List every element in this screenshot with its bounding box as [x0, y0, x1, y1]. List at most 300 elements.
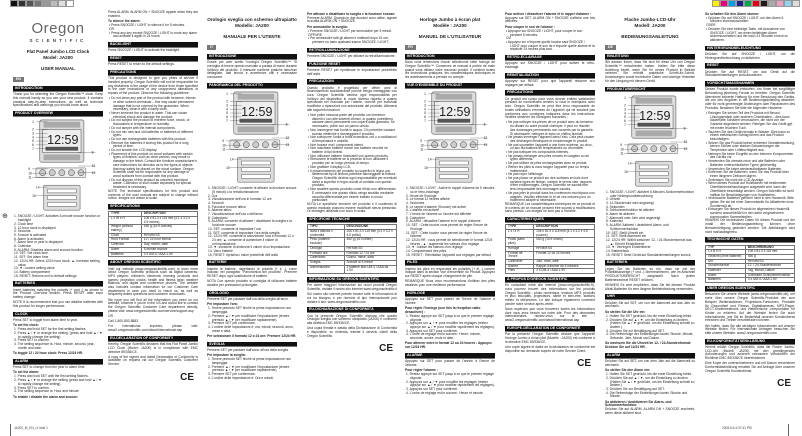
paragraph: For international inquiries, please visit: www2.oregonscientific.com/about/international.asp [108, 324, 198, 333]
callout-number: 5 [226, 111, 228, 116]
list-item: 13. ▼ : baisse les valeurs d'un réglage [406, 245, 463, 250]
manual-column [405, 11, 495, 395]
registration-mark-icon: ⊕ [2, 213, 8, 220]
callout-number: 1 [32, 120, 34, 125]
table-cell: Calendario [308, 256, 345, 261]
list-item: • Do not mix new and old batteries or batteries of different types. [109, 129, 193, 138]
section-heading: BATTERIE [207, 260, 297, 266]
section-heading: VORSICHTSMASSNAHMEN [705, 81, 795, 87]
list-item: 1. Press and hold SET until the first setting flashes. [14, 374, 89, 379]
section-heading: INTRODUCTION [405, 54, 495, 60]
list-item: 9. ALARM: Disables alarm and snooze function [14, 247, 83, 252]
list-item: • Il posizionamento del prodotto su superfici in legno con determinati tipi di finitura potrebbe danneggiare la finitura. Oregon Scientific declina ogni responsabilità per eventuali danni a superfici in legno dovuti al contatto con questo prodotto. [308, 168, 397, 188]
callout-number: 10 [28, 171, 32, 176]
paragraph: Drücken Sie auf RESET, um das Gerät auf die Standardeinstellungen zurückzusetzen. [705, 69, 795, 78]
paragraph: Grazie per aver scelto l'orologio Oregon Scientific™. Si consiglia di tenere questo manuale a portata di mano durante l'utilizzo del prodotto. Il manuale contiene pratiche istruzioni dettagliate, dati tecnici e avvertenze utili e necessarie conoscere. [207, 60, 297, 80]
paragraph: Drücken Sie auf ALARM. ALARM ON + SNOOZE erscheint, wenn diese aktiviert sind. [605, 407, 695, 416]
button-icon [451, 142, 457, 148]
table-cell: Formato 12 / 24 ore [344, 251, 396, 256]
paragraph: HINWEIS Die technischen Daten für dieses Produkt und der Inhalt der Bedienungsanleitung können ohne Benachrichtigung geändert werden. Die Abbildungen sind nicht maßstabsgetreu. [705, 218, 795, 234]
callout-number: 2 [424, 99, 426, 104]
lcd-calendar-row [438, 119, 471, 123]
callout-number: 4 [424, 107, 426, 112]
button-icon [660, 145, 666, 151]
callout-number: 12 [285, 136, 290, 141]
section-heading: BATTERIEN [605, 260, 695, 266]
section-heading: ABOUT OREGON SCIENTIFIC [108, 260, 198, 266]
instruction-list [13, 375, 103, 394]
list-item: 11. SET: consente di impostare l'ora della sveglia [208, 230, 280, 235]
color-swatch [752, 0, 760, 7]
section-heading: TECHNISCHE DATEN [705, 237, 795, 243]
callout-number: 6 [226, 115, 228, 120]
callout-number: 13 [483, 142, 488, 147]
column-header: TYPE [109, 212, 142, 217]
callout-number: 4 [226, 107, 228, 112]
paragraph: NOTA Le specifiche tecniche del prodotto e il contenuto di questo manuale possono essere modificati senza preavviso. Le immagini utilizzate non sono in scala. [307, 201, 397, 214]
table-cell: Alarm [706, 273, 746, 278]
button-icon [632, 145, 638, 151]
callout-number: 10 [620, 147, 624, 152]
clock-top-bar [44, 122, 80, 128]
section-heading: À PROPOS D'OREGON SCIENTIFIC [505, 277, 595, 283]
list-item: 10. SET: Stellt Uhrzeit ein [606, 230, 644, 235]
callout-number: 2 [624, 103, 626, 108]
list-item: • Do not subject the product to extreme force, shock, or fluctuations in temperature or humidity. [109, 118, 190, 127]
table-cell: Giorno, mese, data [344, 256, 396, 261]
manual-title: MANUALE PER L'UTENTE [223, 34, 281, 40]
instruction-list [705, 17, 795, 43]
list-item: 8. Calendar [14, 244, 32, 249]
table-row [506, 269, 595, 274]
paragraph: Per avere maggiori informazioni sui nuovi prodotti Oregon Scientific, visitate il nostro sito internet www.oregonscientific.it [307, 283, 397, 292]
callout-number: 1 [624, 95, 626, 100]
subheading: Per impostare l'ora: [207, 302, 238, 307]
instruction-list [605, 191, 695, 258]
paragraph: Dieses Produkt wurde entworfen, um Ihnen bei sorgfältiger Behandlung jahrelang Freude zu bereiten. Oregon Scientific übernimmt keinerlei Haftung für eine Benutzung des Geräts, die von den Angaben in der Bedienungsanleitung abweicht, oder für nicht genehmigte Änderungen oder Reparaturen des Produkts. Beachten Sie bitte die folgenden Hinweise: [705, 87, 795, 110]
list-item: 7. L'heure de l'alarme ou l'année est affichée [406, 212, 472, 217]
column-header: BESCHREIBUNG [745, 245, 794, 250]
table-cell: 450 g (15.9 libbre) [344, 238, 396, 246]
list-item: 4. L'ordine delle impostazioni è: ora, minuti, secondi, anno, mese e data. [208, 324, 294, 333]
battery-icon [241, 168, 270, 172]
list-item: 8. Kalender [606, 219, 623, 224]
list-item: • Ne pas placer ce produit sur des surfaces en bois dont certains types de finition, comme le vernis clair, risquent d'être endommagés. Oregon Scientific ne saurait être tenu responsable des dommages causés. [506, 176, 592, 192]
paragraph: This product is designed to give you years of service if handled properly. Oregon Scientific will not be responsible for any deviations in the usage of the device from those specified in the user instructions or any unapproved alterations or repairs of the product. Observe the following guidelines: [108, 76, 198, 96]
callout-number: 15 [226, 166, 230, 171]
list-item: 5. Snooze is activated [14, 232, 47, 237]
print-grayscale-bar [10, 0, 74, 7]
list-item: • Ne pas utiliser de piles rechargeables avec ce produit. [506, 161, 588, 166]
model-number: Modello: JA200 [235, 22, 269, 28]
list-item: 1. Tenere premuto SET finché la prima impostazione non lampeggia. [208, 306, 292, 315]
button-icon [262, 142, 268, 148]
table-cell: HH:MM:SS [534, 246, 595, 251]
section-heading: ALARM [605, 353, 695, 359]
table-row [109, 252, 198, 257]
instruction-list [505, 30, 595, 52]
list-item: OR [109, 26, 114, 31]
list-item: • Do not tamper with the internal components. [109, 125, 176, 130]
model-number: Modell: JA200 [634, 22, 666, 28]
list-item: 2. Drücken Sie auf ▲ / ▼, um die Einstellung zu ändern. (Halten Sie ▲ / ▼ gedrückt, um die Einstellung schnell zu ändern.) [606, 317, 695, 329]
subheading: So stellen Sie die Uhr ein: [605, 309, 646, 314]
paragraph: Wir hoffen, dass Sie alle wichtigen Informationen auf unserer Website finden. Für internationale Anfragen besuchen Sie bitte unsere Website: www2.oregonscientific.com [705, 323, 795, 335]
paragraph: REMARQUE Les caractéristiques techniques de ce produit et le contenu de ce manuel peuvent être soumis à modifications sans préavis. Les images ne sont pas à l'échelle. [505, 201, 595, 214]
paragraph: Premere ALARM. Quando le due funzioni sono attive, appare la scritta ALARM ON + SNOOZE. [307, 15, 397, 24]
callout-number: 11 [420, 147, 424, 152]
section-heading: SPECIFICATIONS [108, 204, 198, 210]
paragraph: Press SET to change from the year to alarm time. [13, 365, 86, 370]
manual-column [13, 11, 103, 400]
color-swatch [58, 0, 66, 7]
paragraph: Premere RESET per ripristinare le impostazioni predefinite dell'unità. [307, 67, 397, 76]
subheading: Per impostare la sveglia: [207, 353, 246, 358]
section-heading: HORLOGE [405, 291, 495, 297]
list-item: • Press any key except SNOOZE / LIGHT to mute any alarm and activate it again in 24 hours. [109, 30, 197, 39]
table-cell: HH:MM:SS [141, 233, 197, 238]
list-item: 12. 12/24 HR: Select 12/24 hour clock; ▲: increase setting value [14, 258, 100, 267]
lcd-time: 12:59 [47, 133, 79, 148]
list-item: 4. The setting sequence is: Hour, minute, second, year, month and date. [14, 342, 95, 350]
list-item: ODER [706, 23, 716, 28]
paragraph: Par la présente Oregon Scientific déclare que l'appareil Horloge Jumbo à écran plat (Modèle : JA200) est conforme à la directive EMC 89/336/CE. [505, 332, 595, 344]
list-item: • Verwenden Sie niemals neue und alte Batterien oder Batterien unterschiedlicher Typen gleichzeitig. [706, 159, 786, 167]
table-cell: 450 g [745, 254, 794, 259]
table-cell: 450 g (15.9 ounces) [141, 225, 197, 233]
paragraph: Insérez les piles en respectant les polarités (+ et -) comme indiqué dans la section Vue d'ensemble du Produit. Appuyez sur RESET après chaque changement de pile. [405, 266, 495, 279]
callout-number: 6 [32, 143, 34, 148]
list-item: • Setzen Sie das Produkt keiner extremen Gewalteinwirkung, keinen Stößen oder starken Schwankungen der Temperatur oder Luftfeuchtigkeit aus. [706, 140, 795, 153]
table-cell: Gewicht (ohne Batterie) [706, 254, 746, 259]
callout-number: 6 [424, 115, 426, 120]
clock-bottom-bar [44, 155, 80, 161]
list-item: 6. L'alarme est activée [406, 208, 439, 213]
section-heading: RETROILLUMINAZIONE [307, 48, 397, 54]
list-item: 1. Restez appuyé sur SET jusqu'à ce que le premier réglage clignote. [406, 313, 494, 322]
callout-number: 10 [420, 143, 424, 148]
list-item: 1. Tenere premuto SET finché la prima impostazione non lampeggia. [208, 357, 292, 365]
print-color-bar [712, 0, 800, 7]
list-item: 14. Batteriefach [606, 249, 630, 254]
product-title: Orologio sveglia con schermo ultrapiatto [207, 17, 297, 22]
list-item: 7. Alarm time or year is displayed [14, 240, 63, 245]
battery-icon [639, 165, 668, 169]
list-item: 6. Alarm is activated [14, 236, 44, 241]
callout-number: 10 [222, 143, 226, 148]
list-item: 8. Calendrier [406, 215, 425, 220]
logo-wordmark: Oregon [31, 20, 85, 37]
callout-number: 1 [226, 92, 228, 97]
manual-title: BEDIENUNGSANLEITUNG [621, 34, 679, 40]
list-item: 3. 12-Stundenuhr wird angezeigt [606, 200, 654, 205]
list-item: 3. 12-hour clock is displayed [14, 225, 56, 230]
lcd-time: 12:59 [639, 108, 671, 123]
table-cell: Stundenformat [706, 264, 746, 269]
table-cell: Horloge [506, 246, 534, 251]
instruction-list [207, 187, 297, 257]
table-cell: Sveglia [308, 260, 345, 265]
instruction-list [605, 315, 695, 341]
subheading: To enable / disable the alarm and snooze: [13, 394, 78, 399]
section-heading: FUNZIONE RESET [307, 62, 397, 68]
table-cell: L x l x H [506, 230, 534, 238]
table-cell: Day, month, date [141, 243, 197, 248]
paragraph: Nous vous remercions d'avoir sélectionné cette horloge de Oregon Scientific™. Conservez ce manuel à portée de main quand vous utilisez votre nouveau produit. Il contient toutes les instructions pratiques, les caractéristiques techniques et les avertissements à prendre en compte. [405, 60, 495, 80]
color-swatch [66, 0, 74, 7]
list-item: 3. Premere SET per confermare. [208, 372, 256, 377]
list-item: • Press SNOOZE / LIGHT to silence it for 5 minutes. [109, 23, 186, 28]
callout-number: 13 [285, 142, 290, 147]
specifications-table [108, 211, 198, 257]
list-item: 12. 12/24 HR : vous permet de sélectionner le format 12/24 heures ; ▲ : augmente les valeurs d'un réglage [406, 237, 493, 246]
product-title: Horloge Jumbo à écran plat [419, 17, 481, 22]
list-item: • Per ammutolire tutti gli allarmi e riattivarli dopo 24 ore, premere un tasto qualsiasi tranne SNOOZE / LIGHT. [308, 36, 389, 44]
table-row [308, 265, 397, 273]
list-item: 15. RESET : Réinitialise l'appareil aux réglages par défaut [406, 252, 491, 257]
section-heading: OROLOGIO [207, 291, 297, 297]
table-cell: Alarm [109, 247, 142, 252]
instruction-list [13, 215, 103, 278]
list-item: 2. Clock time [14, 221, 34, 226]
list-item: • Premere SNOOZE / LIGHT per ammutolire per 5 minuti. [308, 28, 392, 33]
table-cell: 106 x 81.3 x 115 mm (4.1 x 3.2 x 4.5 pouces) [534, 230, 595, 238]
list-item: 15. RESET: ripristina i valori predefiniti dell'unità [208, 252, 278, 257]
section-heading: PRECAUTIONS [108, 70, 198, 76]
list-item: 7. Visualizzazione dell'ora o dell'anno [208, 212, 263, 217]
manual-column [705, 11, 795, 389]
list-item: • Non forzare mai i componenti interni. [308, 142, 364, 147]
column-header: DESCRIZIONE [344, 225, 396, 230]
list-item: • Verbrauchte Batterien gehören nicht in den Hausmüll. Bitte geben Sie sie bei einer Sammelstelle für Altbatterien bzw. Sondermüll ab. [706, 196, 794, 208]
list-item: 4. Die Reihenfolge der Einstellungen lautet: Stunde und Minute. [606, 390, 688, 399]
list-item: 1. Restez appuyé sur SET jusqu'à ce que le premier réglage clignote. [406, 372, 494, 380]
section-heading: BATTERIES [13, 281, 103, 287]
paragraph: Appuyez sur RESET pour que l'appareil retourne aux réglages par défaut. [505, 79, 595, 87]
manual-column [505, 11, 595, 369]
color-swatch [784, 0, 792, 7]
list-item: 12. 12/24 HR: Wählt zwischen 12- / 24-Stundenformat aus; ▲: Erhöht Einstellwerte [606, 237, 693, 246]
lcd-time: 12:59 [241, 105, 273, 120]
color-swatch [712, 0, 720, 7]
list-item: 2. Premere ▲ / ▼ per modificare l'impostazione (tenere premuto ▲ / ▼ per modificare rapidamente). [208, 313, 290, 322]
callout-number: 7 [424, 118, 426, 123]
section-heading: BACKLIGHT [108, 42, 198, 48]
callout-number: 15 [624, 169, 628, 174]
language-badge: FR [405, 45, 416, 50]
list-item: 3. Premere SET per confermare. [208, 321, 256, 326]
list-item: 1. SNOOZE / LIGHT: Aktiviert 5-Minuten-Schlummerfunktion oder Hintergrundbeleuchtung [606, 189, 694, 198]
instruction-list [13, 328, 103, 350]
list-item: 11. SET: Stellt Alarmzeit ein [606, 234, 647, 239]
specifications-table [705, 245, 795, 284]
list-item: • Ne jamais mélanger des piles neuves et usagées ou de types différents. [506, 153, 590, 162]
footer-file-name: JA200_M_EN_r1.indd 1 [14, 426, 48, 430]
callout-number: 12 [483, 136, 488, 141]
paragraph: Premere SNOOZE / LIGHT per attivare la retroilluminazione. [307, 53, 396, 58]
paragraph: Insert batteries matching the polarity (+ and -) as shown in the Product Overview section. Press RESET after each battery change. [13, 287, 103, 300]
product-diagram [17, 118, 99, 214]
list-item: 4. Secondi [208, 200, 224, 205]
list-item: 2. Uhrzeit [606, 197, 621, 202]
paragraph: HINWEIS Es wird empfohlen, dass Sie bei diesem Produkt Alkali-Batterien für eine längere Betriebsleistung verwenden. [605, 283, 695, 291]
paragraph: Questo prodotto è progettato per offrire anni di funzionamento soddisfacente purché venga maneggiato con cura. Oregon Scientific declina ogni responsabilità per l'utilizzo del dispositivo in modo diverso rispetto a quanto specificato nel manuale per l'utente, nonché per eventuali modifiche o riparazioni non autorizzate del prodotto. Attenersi alle seguenti istruzioni: [307, 85, 397, 112]
product-diagram [609, 94, 691, 190]
table-cell: Calendrier [506, 259, 534, 264]
paragraph: Appuyez sur SET pour passer de l'heure de l'alarme à l'année. [405, 297, 495, 305]
subheading: Pour alterner entre le format 12 ou 24 heures : Appuyez sur 12/24 HR. [405, 341, 492, 349]
list-item: 3. Drücken Sie zur Bestätigung auf SET. [606, 328, 665, 333]
manual-column [307, 11, 397, 354]
list-item: • Do not clean any part of the product with benzene, thinner or other solvent chemicals – this may cause permanent damage that is not covered by the guarantee. When necessary, clean it with a damp cloth. [109, 96, 196, 112]
list-item: 12. 12/24 HR: consente di selezionare l'ora in formato 12 o 24 ore; ▲: consente di aumentare il valore di un'impostazione [208, 234, 294, 246]
paragraph: Besuchen Sie unsere Website (www.oregonscientific.de), um mehr über unsere Oregon Scientific-Produkte wie zum Beispiel Wetterstationen, Projektions-Funkuhren, Produkte für Gesundheit und Fitness, Digitalkameras, MP3-Player, DECT-Kinderelektronik und elektronische Lernprodukte für Kinder zu erfahren. Auf der Website finden Sie auch Informationen, wie Sie im Bedarfsfall unseren Kundendienst erreichen und Treiber herunterladen können. [705, 292, 795, 323]
list-item: 2. Ora [208, 193, 218, 198]
callout-number: 5 [424, 111, 426, 116]
list-item: 1. Halten Sie SET gedrückt, bis die erste Einstellung blinkt. [606, 372, 692, 377]
callout-number: 3 [624, 107, 626, 112]
list-item: • Non pulire nessuna parte del prodotto con benzene, diluenti o con altri solventi chimici, in quanto potrebbero causare danni permanenti non coperti dalla garanzia. Se necessario, pulire con un panno umido. [308, 113, 395, 129]
button-icon [68, 170, 74, 176]
list-item: 1. Halten Sie SET gedrückt, bis die erste Einstellung blinkt. [606, 313, 692, 318]
list-item: 13. ▼: consente di diminuire il valore di un'impostazione [208, 245, 291, 250]
table-cell: HH:MM:SS [344, 246, 396, 251]
subheading: To silence the alarm: [108, 18, 141, 23]
section-heading: RÉTRO-ÉCLAIRAGE [505, 55, 595, 61]
list-item: • Retirer les piles si vous rangez l'appareil pour un temps indéterminé. [506, 164, 589, 173]
table-cell: 106 x 81.3 x 115 mm (4.1 x 3.2 x 4.5 pollici) [344, 230, 396, 238]
callout-number: 5 [32, 139, 34, 144]
list-item: • Ne pas nettoyer les pièces de ce produit avec du benzène, du diluant ou autre produit chimique. Il peut en résulter des dommages permanents non couverts par la garantie. Si nécessaire, nettoyez-le avec un chiffon humide. [506, 120, 594, 136]
list-item: • Entfernen Sie die Batterien, wenn Sie das Produkt über einen längeren Zeitraum lagern. [706, 170, 789, 178]
callout-number: 4 [32, 135, 34, 140]
callout-number: 7 [624, 122, 626, 127]
table-cell: Tag, Monat, Datum [745, 269, 794, 274]
table-cell: 3 batterie stilo UM-4 / AAA da 1.5V [344, 265, 396, 273]
table-cell: Snooze di 5 minuti [344, 260, 396, 265]
list-item: • Do not scratch the LCD display. [109, 148, 158, 153]
section-heading: CARACTÉRISTIQUES [505, 217, 595, 223]
callout-number: 11 [28, 176, 32, 181]
list-item: 4. L'ordre de réglage est le suivant : Heure, minute, seconde, année, mois et date. [406, 332, 481, 341]
color-swatch [26, 0, 34, 7]
battery-icon [47, 196, 76, 200]
callout-number: 7 [226, 118, 228, 123]
callout-number: 9 [28, 167, 31, 172]
battery-icon [439, 168, 468, 172]
subheading: To set the clock: [13, 323, 39, 328]
list-item: • Do not use rechargeable batteries with this product. [109, 136, 187, 141]
section-heading: SVEGLIA [207, 342, 297, 348]
color-swatch [42, 0, 50, 7]
section-heading: INTRODUZIONE [207, 54, 297, 60]
battery-icon [639, 178, 668, 182]
list-item: 5. Le rappel d'alarme (Snooze) est activé [406, 204, 467, 209]
list-item: • Appuyez sur n'importe quelle touche sauf SNOOZE / LIGHT pour couper le son de n'importe quelle alarme et la réactiver 24 heures plus tard. [506, 39, 595, 52]
list-item: 14. Compartiment des piles [406, 249, 447, 254]
section-heading: RÉINITIALISATION [505, 73, 595, 79]
model-number: Model: JA200 [43, 54, 73, 60]
product-diagram [409, 90, 491, 186]
list-item: 4. Seconds [14, 229, 31, 234]
paragraph: Una copia firmata e datata della Dichiarazione di Conformità è disponibile, su richiesta, tramite il servizio clienti della Oregon Scientific. [307, 326, 397, 338]
table-cell: Kalender [706, 269, 746, 274]
button-icon [49, 170, 55, 176]
color-swatch [34, 0, 42, 7]
list-item: • Remove the batteries if storing this product for a long period of time. [109, 140, 189, 149]
list-item: 10. SET: consente di impostare l'ora [208, 226, 261, 231]
column-header: DESCRIPTION [534, 225, 595, 230]
paragraph: En consultant notre site internet (www.oregonscientific.fr), vous pourrez trouver des informations sur les produits Oregon Scientific : photo numérique, lecteurs MP3, produits et jeux éducatifs, projecteurs, santé et bien-être, stations météo et téléphones. Le site indique également comment joindre notre service après-vente. [505, 283, 595, 306]
color-swatch [792, 0, 800, 7]
paragraph: REMARQUE Nous vous recommandons d'utiliser des piles alcalines pour une meilleure performance. [405, 279, 495, 288]
callout-number: 9 [222, 139, 225, 144]
manual-column [207, 11, 297, 381]
list-item: 4. L'ordine delle impostazioni è: Ora e minuti. [208, 375, 274, 380]
list-item: 3. Visualizzazione dell'ora in formato 12 ore [208, 197, 272, 202]
paragraph: Press SET to toggle from alarm time to year. [13, 317, 78, 322]
manual-title: MANUEL DE L'UTILISATEUR [418, 34, 482, 40]
callout-number: 8 [285, 122, 288, 127]
paragraph: Thank you for selecting the Oregon Scientific™ clock. Keep this manual handy as you use your new product. It contains practical step-by-step instructions, as well as technical specifications and warnings you should know about. [13, 92, 103, 108]
column-header: TYP [706, 245, 746, 250]
lcd-calendar-row [46, 147, 79, 151]
ce-mark: CE [180, 371, 194, 383]
specifications-table [505, 224, 595, 274]
instruction-list [307, 114, 397, 203]
list-item: • Ne pas trafiquer les composants internes. [506, 150, 569, 155]
product-diagram [211, 90, 293, 186]
table-cell: 5-minute snooze [141, 247, 197, 252]
button-icon [441, 142, 447, 148]
callout-number: 6 [624, 118, 626, 123]
callout-number: 15 [424, 166, 428, 171]
section-heading: UHR [605, 294, 695, 300]
list-item: • Zerkratzen Sie nicht die LCD-Anzeige. [706, 177, 765, 182]
section-heading: HINTERGRUNDBELEUCHTUNG [705, 46, 795, 52]
clock-top-bar [436, 94, 472, 100]
list-item: • Wenn dieses Produkt auf Holzflächen mit bestimmten Oberflächenbehandlungen aufgestellt wird, kann die Oberfläche beschädigt werden. Oregon Scientific ist nicht haftbar für Beschädigungen von Holzflächen. [706, 181, 794, 197]
callout-number: 2 [32, 128, 34, 133]
paragraph: Press ALARM. ALARM ON + SNOOZE appear when they are enabled. [108, 10, 198, 18]
button-icon [460, 142, 466, 148]
callout-number: 13 [683, 146, 688, 151]
table-cell: Format 12 ou 24 heures [534, 251, 595, 259]
instruction-list [505, 121, 595, 202]
clock-bottom-bar [636, 130, 672, 136]
section-heading: RESET [705, 63, 795, 69]
section-heading: EUROPE-DÉCLARATION DE CONFORMITÉ [505, 326, 595, 332]
color-swatch [720, 0, 728, 7]
paragraph: Hiermit erklärt Oregon Scientific, dass die Flache Jumbo-LCD-Uhr (Modell: JA200) mit den grundlegenden Anforderungen und anderen relevanten Vorschriften der Richtlinie EMC 89/336/CE übereinstimmt. [705, 345, 795, 361]
section-heading: ALARME [405, 353, 495, 359]
battery-icon [241, 175, 270, 179]
section-heading: PRECAUZIONI [307, 79, 397, 85]
column-header: DESCRIPTION [141, 212, 197, 217]
color-swatch [18, 0, 26, 7]
color-swatch [776, 0, 784, 7]
subheading: To set the alarm: [13, 370, 40, 375]
list-item: 4. The setting sequence is: Hour and minute. [14, 389, 80, 394]
button-icon [253, 142, 259, 148]
paragraph: Inserire le batterie, rispettando le polarità (+ e -), come indicato nel paragrafo "Panoramica del prodotto". Premere RESET dopo ogni sostituzione di batterie. [207, 266, 297, 279]
clock-bottom-bar [238, 127, 274, 133]
table-cell: 3 x UM-4 / AAA 1.5V [141, 252, 197, 257]
table-cell: HH:MM:SS [745, 259, 794, 264]
callout-number: 9 [620, 142, 623, 147]
paragraph: NOTA Con questo prodotto si consiglia di utilizzare batterie alcaline per prestazioni prolungate. [207, 279, 297, 288]
subheading: So schalten Sie den Alarm stumm: [705, 11, 760, 16]
